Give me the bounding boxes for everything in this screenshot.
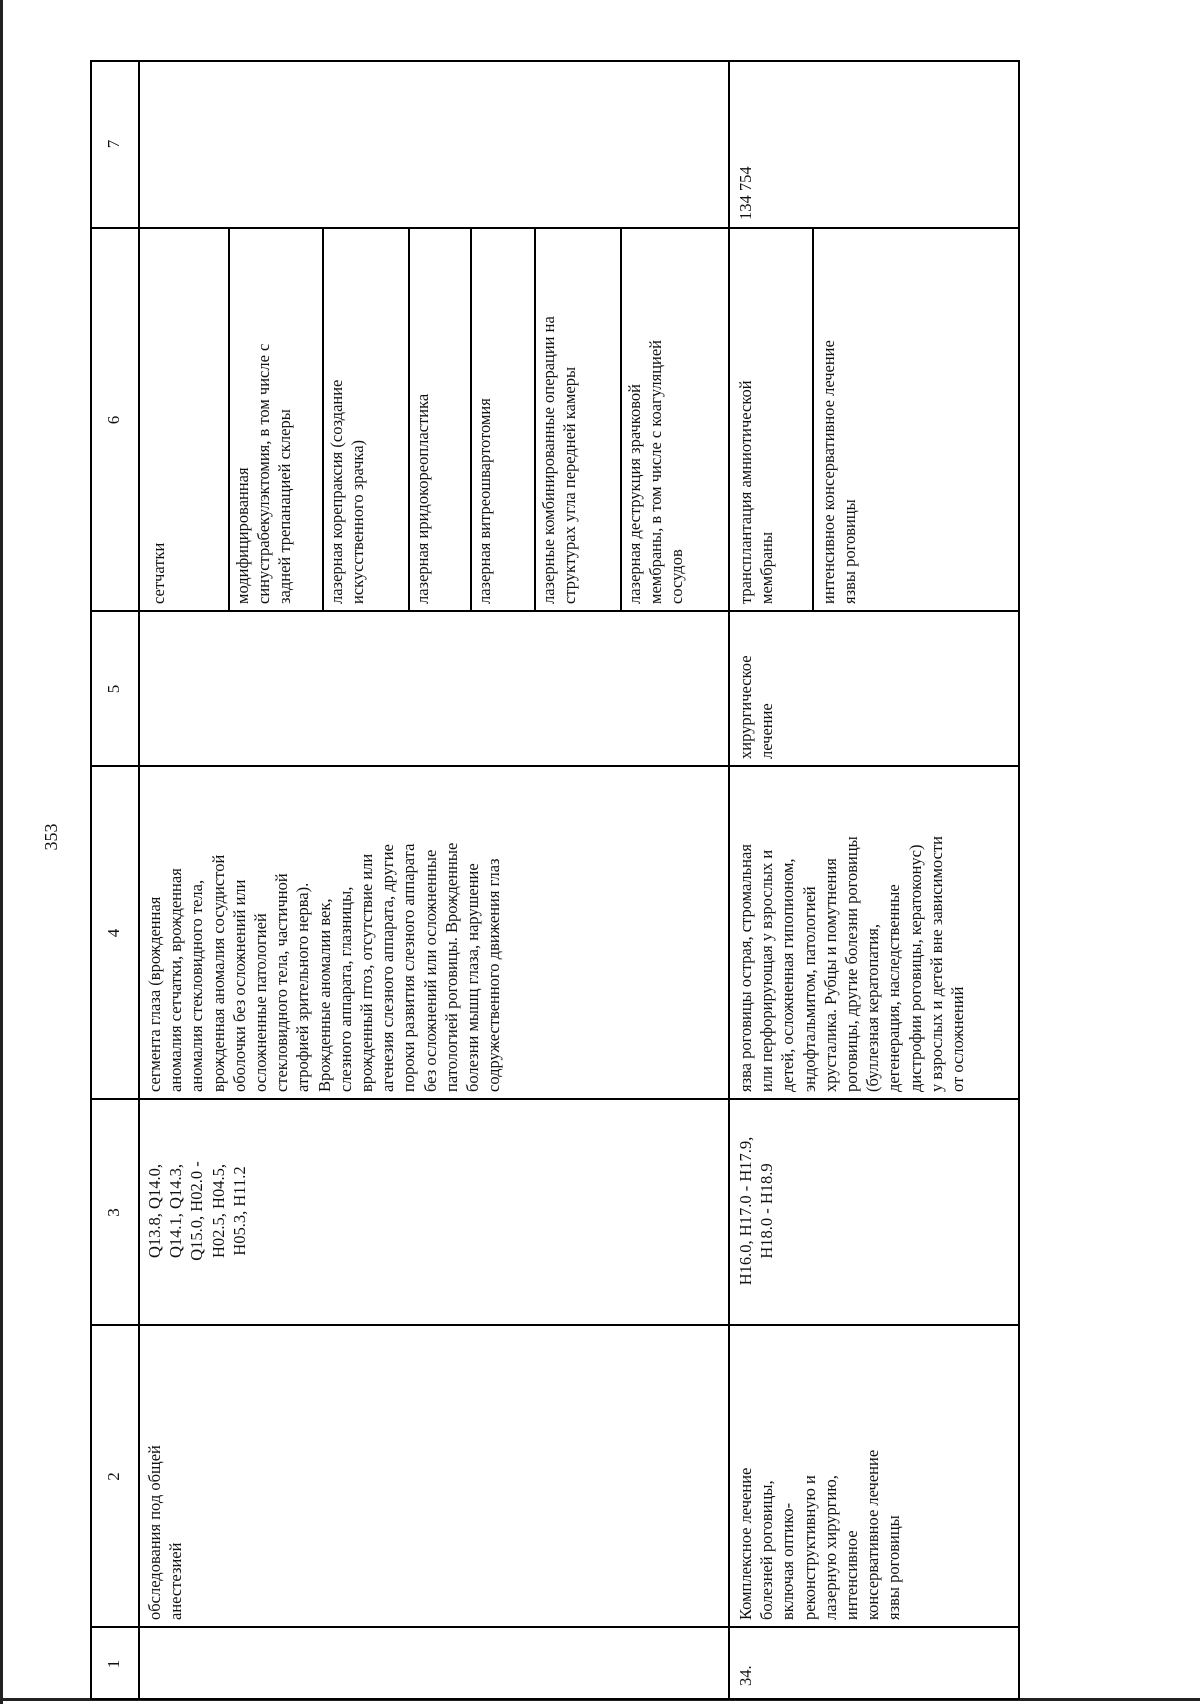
col6-sub-sep-3 [408, 229, 410, 612]
row2-col6-method-2: интенсивное консервативное лечение язвы роговицы [819, 340, 860, 604]
row1-col6-method-4: лазерная иридокореопластика [413, 393, 432, 604]
table-border-left [90, 1698, 1020, 1700]
row2-col6-method-1: трансплантация амниотической мембраны [736, 380, 777, 604]
row2-col5-treatment: хирургическое лечение [736, 655, 777, 759]
col6-sub-sep-4 [470, 229, 472, 612]
row1-col6-method-7: лазерная деструкция зрачковой мембраны, в том числе с коагуляцией сосудов [625, 339, 687, 604]
row1-col6-method-3: лазерная корепраксия (создание искусственного зрачка) [327, 379, 368, 604]
header-col-2: 2 [104, 1472, 123, 1481]
col6-sub-sep-1 [228, 229, 230, 612]
header-col-3: 3 [104, 1208, 123, 1217]
row1-col6-method-5: лазерная витреошвартотомия [475, 398, 494, 604]
col6-sub-sep-7 [812, 229, 814, 612]
col6-sub-sep-2 [322, 229, 324, 612]
row1-col6-method-6: лазерные комбинированные операции на структурах угла передней камеры [539, 316, 580, 604]
col-sep-5 [90, 611, 1020, 613]
row2-col1-number: 34. [736, 1665, 755, 1686]
col6-sub-sep-5 [534, 229, 536, 612]
header-col-6: 6 [104, 415, 123, 425]
header-col-7: 7 [104, 139, 123, 149]
col-sep-1 [90, 1627, 1020, 1629]
header-col-4: 4 [104, 928, 123, 938]
header-col-5: 5 [104, 684, 123, 694]
page-number: 353 [41, 823, 61, 851]
table-border-bottom [1018, 60, 1020, 1700]
header-col-1: 1 [104, 1659, 123, 1669]
header-rule [138, 60, 140, 1700]
row-separator [728, 60, 730, 1700]
col-sep-4 [90, 766, 1020, 768]
row2-col2-text: Комплексное лечение болезней роговицы, включая оптико- реконструктивную и лазерную хирургию, интенсивное консервативное лечение язвы роговицы [736, 1449, 904, 1620]
row1-col3-codes: Q13.8, Q14.0, Q14.1, Q14.3, Q15.0, H02.0 - H02.5, H04.5, H05.3, H11.2 [145, 1161, 249, 1261]
row1-col6-method-1: сетчатки [149, 542, 168, 604]
row1-col6-method-2: модифицированная синустрабекулэктомия, в том числе с задней трепанацией склеры [233, 343, 295, 604]
row1-col2-text: обследования под общей анестезией [145, 1445, 186, 1620]
scan-edge-left [0, 0, 3, 1704]
row1-col4-diagnosis: сегмента глаза (врожденная аномалия сетчатки, врожденная аномалия стекловидного тела, врожденная аномалия сосудистой оболочки без осложнений или осложненные патологией стекловидного тела, частичной атрофией зрительного нерва). Врожденные аномалии век, слезного аппарата, глазницы, врожденный птоз, отсутствие или агенезия слезного аппарата, другие пороки развития слезного аппарата без осложнений или осложненные патологией роговицы. Врожденные болезни мышц глаза, нарушение содружественного движения глаз [145, 842, 504, 1092]
col-sep-6 [90, 228, 1020, 230]
table-border-top [90, 60, 92, 1700]
col-sep-3 [90, 1099, 1020, 1101]
rotated-table [90, 60, 1020, 1700]
col6-sub-sep-6 [620, 229, 622, 612]
row2-col4-diagnosis: язва роговицы острая, стромальная или перфорирующая у взрослых и детей, осложненная гипопионом, эндофтальмитом, патологией хрусталика. Рубцы и помутнения роговицы, другие болезни роговицы (буллезная кератопатия, дегенерация, наследственные дистрофии роговицы, кератоконус) у взрослых и детей вне зависимости от осложнений [736, 836, 968, 1092]
row2-col3-codes: H16.0, H17.0 - H17.9, H18.0 - H18.9 [736, 1136, 777, 1286]
row2-col7-cost: 134 754 [736, 166, 755, 220]
table-border-right [90, 60, 1020, 62]
col-sep-2 [90, 1325, 1020, 1327]
